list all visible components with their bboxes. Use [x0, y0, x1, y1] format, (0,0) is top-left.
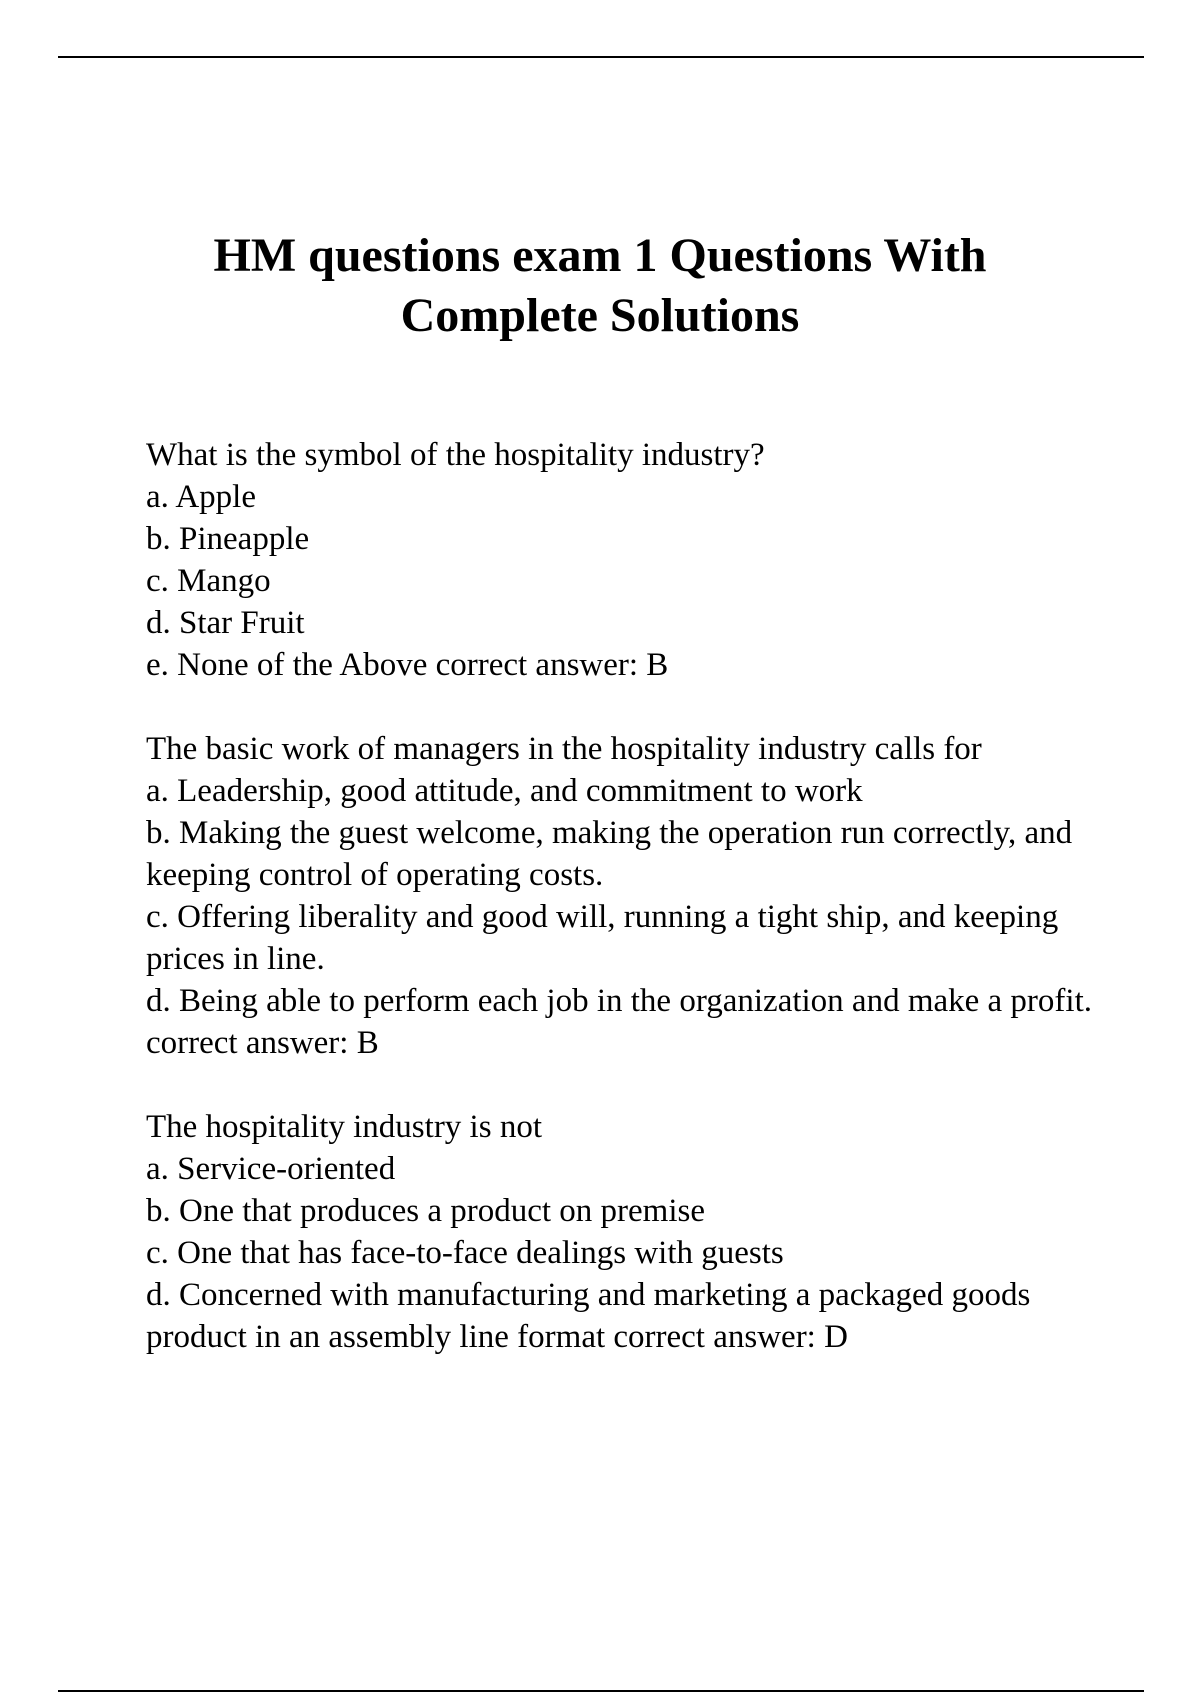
answer-option-with-solution: d. Being able to perform each job in the organization and make a profit. correct answer: B: [146, 983, 1092, 1061]
question-1: [146, 434, 1106, 686]
top-rule: [58, 56, 1144, 58]
answer-option: a. Service-oriented: [146, 1151, 396, 1187]
question-2: [146, 728, 1106, 1064]
answer-option-with-solution: d. Concerned with manufacturing and marketing a packaged goods product in an assembly line format correct answer: D: [146, 1277, 1031, 1355]
answer-option: b. Making the guest welcome, making the operation run correctly, and keeping control of operating costs.: [146, 815, 1073, 893]
question-stem: The hospitality industry is not: [146, 1109, 542, 1145]
answer-option: b. Pineapple: [146, 521, 310, 557]
answer-option: c. Offering liberality and good will, running a tight ship, and keeping prices in line.: [146, 899, 1059, 977]
bottom-rule: [58, 1690, 1144, 1692]
question-3: [146, 1106, 1106, 1358]
answer-option: d. Star Fruit: [146, 605, 305, 641]
document-title: [0, 226, 1200, 346]
answer-option: c. Mango: [146, 563, 271, 599]
answer-option: b. One that produces a product on premise: [146, 1193, 706, 1229]
title-line: HM questions exam 1 Questions With: [213, 229, 987, 282]
question-stem: The basic work of managers in the hospitality industry calls for: [146, 731, 982, 767]
answer-option: a. Leadership, good attitude, and commitment to work: [146, 773, 863, 809]
answer-option: c. One that has face-to-face dealings with guests: [146, 1235, 784, 1271]
question-stem: What is the symbol of the hospitality industry?: [146, 437, 765, 473]
answer-option: a. Apple: [146, 479, 256, 515]
answer-option-with-solution: e. None of the Above correct answer: B: [146, 647, 669, 683]
question-list: [146, 434, 1106, 1400]
title-line: Complete Solutions: [400, 289, 800, 342]
